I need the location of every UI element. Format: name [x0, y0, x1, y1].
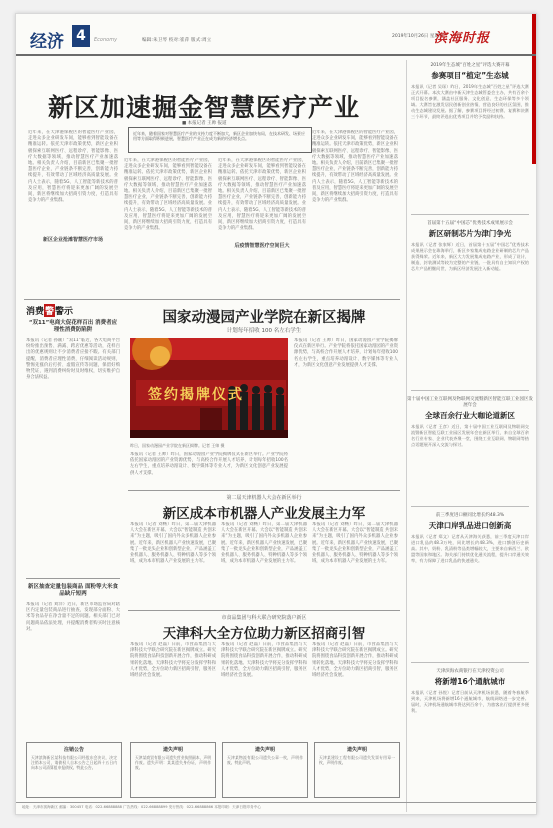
notice-text: 天津某商贸有限公司遗失营业执照副本，声明作废。遗失声明：某某遗失身份证，声明作废。	[135, 755, 211, 771]
logo-text: 消费	[26, 307, 45, 317]
brief-headline: 将新增16个通航城市	[434, 677, 506, 686]
brief-item	[407, 510, 533, 658]
tj-article: 本报讯（记者 赵磊）日前，市食品集团与天津科技大学联合研究院在新区揭牌成立。研究院将围绕食品科技创新开展合作，推动科研成果转化落地。天津科技大学将充分发挥学科和人才优势，全方位助力新区招商引智，服务区域经济社会发展。	[312, 642, 398, 679]
animation-story-headline: 国家动漫园产业学院在新区揭牌	[162, 309, 366, 326]
animation-article: 本报讯（记者 王帅）昨日，国家动漫园产业学院揭牌仪式在新区举行。产业学院将依托国家动漫园的产业资源优势，与高校合作开展人才培养，计划每年招收100名左右学生，重点培养动漫设计、数字媒体等专业人才，为新区文化创意产业发展提供人才支撑。	[130, 452, 288, 476]
brief-item	[407, 394, 533, 502]
notice-title: 遗失声明	[162, 747, 183, 753]
notice-text: 天津某物流有限公司遗失公章一枚，声明作废。特此声明。	[227, 755, 303, 766]
robot-industry-story	[128, 492, 400, 610]
loss-notice	[130, 742, 216, 798]
top-story	[24, 60, 400, 298]
section-english: Economy	[94, 37, 118, 43]
brief-text: 本报讯（记者 孙悦）记者日前从天津机场获悉，随着冬春航季到来，天津机场将新增16个通航城市，航线网络进一步完善。届时，天津机场通航城市将达到百余个，为旅客出行提供更多便利。	[411, 690, 529, 714]
brief-kicker: 首届第十五届“中国芯”优秀技术成果展示会	[427, 221, 513, 226]
notice-text: 天津滨海新区某科技有限公司经股东会决议，决定注销本公司，请债权人自本公告之日起四十五日内向本公司清算组申报债权。特此公告。	[31, 755, 117, 771]
page-footer: 地址：天津市滨海新区 邮编：300457 电话：022-66888888 广告热线：022-66888899 发行热线：022-66888866 本报印刷：天津日报印务中心	[16, 802, 537, 815]
brief-kicker: 第十届中国工业互联网及物联网交流暨新区智能互联工业园区发展年会	[407, 397, 533, 408]
issue-date: 2019年10月26日 星期六	[392, 34, 444, 39]
animation-story-subtitle: 计划每年招收 100 名左右学生	[226, 328, 302, 334]
newspaper-page	[15, 13, 537, 815]
photo-caption: 昨日，国家动漫园产业学院在新区揭牌。记者 王帅 摄	[130, 443, 225, 448]
consumer-alert-column	[24, 302, 122, 738]
top-story-column: 近年来，在天津港保税区的智能医疗产业园，走进众多企业研发车间，能够看到智能设备在精准运转。依托天津市政策优势，新区企业积极探索互联网医疗、远程诊疗、智能影像、医疗大数据等领域，推动智慧医疗产业加速落地。相关负责人介绍，目前新区已集聚一批智慧医疗企业，产业链条不断完善，创新能力持续提升，有效带动了区域经济高质量发展。业内人士表示，随着5G、人工智能等新技术的普及应用，智慧医疗将迎来更加广阔的发展空间，新区将继续加大招商引资力度，打造具有竞争力的产业集群。	[124, 158, 212, 232]
section-divider	[24, 299, 400, 300]
top-story-subhead: 新区企业抢滩智慧医疗市场	[42, 237, 103, 243]
brief-item	[407, 60, 533, 210]
notice-text: 天津某建设工程有限公司遗失发票专用章一枚，声明作废。	[319, 755, 395, 766]
brief-headline: 全球百余行业大咖论道新区	[425, 411, 515, 420]
consumer-headline: 新区抽查定量包装商品 面粉等大米食品缺斤短两	[28, 584, 118, 597]
cancellation-notice	[26, 742, 122, 798]
news-brief-column	[406, 60, 532, 812]
brief-divider	[411, 390, 529, 391]
notice-title: 遗失声明	[346, 747, 367, 753]
robot-article: 本报讯（记者 刘畅）昨日，第二届天津机器人大会在新区开幕。大会以“智能制造 共创未来”为主题，吸引了国内外众多机器人企业参展。近年来，新区机器人产业快速发展，已聚集了一批龙头企业和创新型企业，产品涵盖工业机器人、服务机器人、特种机器人等多个领域，成为本市机器人产业发展的主力军。	[130, 522, 216, 565]
masthead	[16, 14, 537, 56]
brief-headline: 天津口岸乳品进口创新高	[428, 521, 512, 530]
robot-article: 本报讯（记者 刘畅）昨日，第二届天津机器人大会在新区开幕。大会以“智能制造 共创未来”为主题，吸引了国内外众多机器人企业参展。近年来，新区机器人产业快速发展，已聚集了一批龙头企业和创新型企业，产品涵盖工业机器人、服务机器人、特种机器人等多个领域，成为本市机器人产业发展的主力军。	[312, 522, 398, 565]
top-story-headline: 新区加速掘金智慧医疗产业	[47, 93, 360, 122]
animation-article: 本报讯（记者 王帅）昨日，国家动漫园产业学院揭牌仪式在新区举行。产业学院将依托国家动漫园的产业资源优势，与高校合作开展人才培养，计划每年招收100名左右学生，重点培养动漫设计、数字媒体等专业人才，为新区文化创意产业发展提供人才支撑。	[294, 338, 398, 368]
tj-story-headline: 天津科大全方位助力新区招商引智	[162, 626, 366, 642]
consumer-article: 本报讯（记者 刘洋）近日，新区市场监管局对辖区内定量包装商品进行抽查，发现部分面粉、大米等食品存在净含量不足的问题。相关部门已对问题商品依法处理，并提醒消费者购买时注意核对。	[26, 602, 120, 632]
section-title: 经济	[30, 32, 64, 52]
section-divider	[128, 490, 400, 491]
consumer-alert-logo	[26, 304, 73, 317]
tj-article: 本报讯（记者 赵磊）日前，市食品集团与天津科技大学联合研究院在新区揭牌成立。研究院将围绕食品科技创新开展合作，推动科研成果转化落地。天津科技大学将充分发挥学科和人才优势，全方位助力新区招商引智，服务区域经济社会发展。	[130, 642, 216, 679]
consumer-article: 本报讯（记者 孙颖）“双11”临近，各大电商平台纷纷推出预售、满减、跨店优惠等活动，花样百出的优惠规则让不少消费者应接不暇。有关部门提醒，消费者应理性消费，仔细阅读活动规则，警惕先涨价后打折、虚假宣传等问题，保留好购物凭证，遇到消费纠纷时及时维权，切实维护自身合法权益。	[26, 338, 120, 381]
logo-text: 警示	[55, 307, 74, 317]
top-story-column: 近年来，在天津港保税区的智能医疗产业园，走进众多企业研发车间，能够看到智能设备在精准运转。依托天津市政策优势，新区企业积极探索互联网医疗、远程诊疗、智能影像、医疗大数据等领域，推动智慧医疗产业加速落地。相关负责人介绍，目前新区已集聚一批智慧医疗企业，产业链条不断完善，创新能力持续提升，有效带动了区域经济高质量发展。业内人士表示，随着5G、人工智能等新技术的普及应用，智慧医疗将迎来更加广阔的发展空间，新区将继续加大招商引资力度，打造具有竞争力的产业集群。	[312, 130, 398, 204]
robot-story-kicker: 第二届天津机器人大会在新区举行	[226, 495, 302, 501]
brief-text: 本报讯（记者 张家辉）近日，首届第十五届“中国芯”优秀技术成果展示会在珠海举行，新区多家集成电路企业研制的芯片产品获得殊荣。近年来，新区大力发展集成电路产业，形成了设计、制造、封装测试等较为完整的产业链，一批具有自主知识产权的芯片产品相继问世，为新区经济发展注入新动能。	[411, 242, 529, 272]
robot-article: 本报讯（记者 刘畅）昨日，第二届天津机器人大会在新区开幕。大会以“智能制造 共创未来”为主题，吸引了国内外众多机器人企业参展。近年来，新区机器人产业快速发展，已聚集了一批龙头企业和创新型企业，产品涵盖工业机器人、服务机器人、特种机器人等多个领域，成为本市机器人产业发展的主力军。	[221, 522, 307, 565]
section-divider	[128, 610, 400, 611]
brief-item	[407, 218, 533, 386]
notice-title: 注销公告	[63, 747, 84, 753]
consumer-headline: “双11”电商大促花样百出 消费者应理性消费防陷阱	[28, 320, 118, 333]
editor-credits: 编辑:朱卫琴 校对:崔萍 版式:周立	[142, 38, 212, 43]
brief-kicker: 2019年生态城“百姓之星”评选大赛开幕	[430, 63, 510, 68]
brief-divider	[411, 214, 529, 215]
column-divider	[26, 578, 120, 579]
brief-text: 本报讯（记者 吴琛）昨日，2019年生态城“百姓之星”评选大赛正式开幕。本次大赛由中新天津生态城管委会主办，共有百余个项目报名参赛，涵盖社区服务、文化创意、生态环保等多个领域。大赛旨在激发居民创新创业热情，营造良好的社区氛围，推动生态城建设发展。据了解，参赛项目将经过初赛、复赛和决赛三个环节，最终评选出优秀项目并给予奖励和扶持。	[411, 84, 529, 120]
brief-text: 本报讯（记者 王彦）近日，第十届中国工业互联网及物联网交流暨新区智能互联工业园区发展年会在新区举行，来自全球百余名行业专家、企业代表齐聚一堂，围绕工业互联网、物联网等热点话题展开深入交流与探讨。	[411, 424, 529, 448]
tj-article: 本报讯（记者 赵磊）日前，市食品集团与天津科技大学联合研究院在新区揭牌成立。研究院将围绕食品科技创新开展合作，推动科研成果转化落地。天津科技大学将充分发挥学科和人才优势，全方位助力新区招商引智，服务区域经济社会发展。	[221, 642, 307, 679]
brief-kicker: 天津滨海农商银行在天津投资公司	[436, 669, 504, 674]
paper-logo: 滨海时报	[434, 31, 491, 46]
ceremony-photo	[130, 338, 288, 438]
ceremony-banner-text: 签约揭牌仪式	[148, 387, 244, 403]
loss-notice	[314, 742, 400, 798]
brief-headline: 参赛项目“植定”生态城	[431, 71, 509, 80]
tj-story-kicker: 市食品集团与科大联合研究院落户新区	[221, 615, 307, 621]
tianjin-university-story	[128, 612, 400, 738]
top-story-lead: 近年来，随着国家对智慧医疗产业的支持力度不断加大，新区企业加快布局，在技术研发、场景应用等方面取得积极进展，智慧医疗产业正在成为新的经济增长点。	[128, 127, 312, 153]
top-story-column: 近年来，在天津港保税区的智能医疗产业园，走进众多企业研发车间，能够看到智能设备在精准运转。依托天津市政策优势，新区企业积极探索互联网医疗、远程诊疗、智能影像、医疗大数据等领域，推动智慧医疗产业加速落地。相关负责人介绍，目前新区已集聚一批智慧医疗企业，产业链条不断完善，创新能力持续提升，有效带动了区域经济高质量发展。业内人士表示，随着5G、人工智能等新技术的普及应用，智慧医疗将迎来更加广阔的发展空间，新区将继续加大招商引资力度，打造具有竞争力的产业集群。	[28, 130, 118, 204]
loss-notice	[222, 742, 308, 798]
brief-item	[407, 666, 533, 800]
brief-divider	[411, 506, 529, 507]
brief-headline: 新区研制芯片为津门争光	[428, 229, 512, 238]
notice-title: 遗失声明	[254, 747, 275, 753]
top-story-column: 近年来，在天津港保税区的智能医疗产业园，走进众多企业研发车间，能够看到智能设备在精准运转。依托天津市政策优势，新区企业积极探索互联网医疗、远程诊疗、智能影像、医疗大数据等领域，推动智慧医疗产业加速落地。相关负责人介绍，目前新区已集聚一批智慧医疗企业，产业链条不断完善，创新能力持续提升，有效带动了区域经济高质量发展。业内人士表示，随着5G、人工智能等新技术的普及应用，智慧医疗将迎来更加广阔的发展空间，新区将继续加大招商引资力度，打造具有竞争力的产业集群。	[218, 158, 306, 232]
top-story-byline: ■ 本报记者 王帅 报道	[182, 121, 227, 126]
robot-story-headline: 新区成本市机器人产业发展主力军	[162, 506, 366, 522]
logo-mark: 警	[44, 304, 55, 317]
brief-text: 本报讯（记者 郑文）记者从天津海关获悉，前三季度天津口岸进口乳品约48.3万吨，同比增长约48.3%，进口额创历史新高。其中，奶粉、乳清粉等品类增幅较大，主要来自新西兰、欧盟等国家和地区。海关部门持续优化通关流程，提升口岸通关效率，有力保障了进口乳品的快速通关。	[411, 534, 529, 564]
brief-divider	[411, 662, 529, 663]
top-story-subhead: 后疫情智慧医疗空间巨大	[234, 243, 290, 249]
animation-college-story	[128, 302, 400, 488]
page-number: 4	[72, 25, 90, 47]
brief-kicker: 前三季度进口额同比增长约48.3%	[435, 513, 505, 518]
